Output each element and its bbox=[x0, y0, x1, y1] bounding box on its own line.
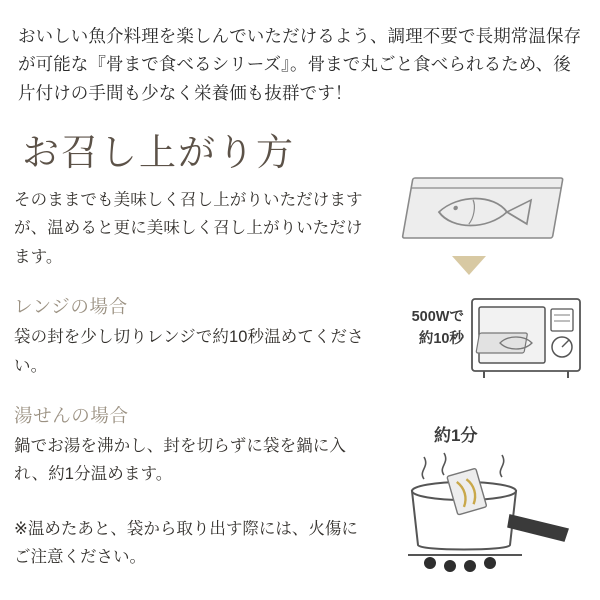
section-body-hotwater: 鍋でお湯を沸かし、封を切らずに袋を鍋に入れ、約1分温めます。 bbox=[14, 436, 346, 484]
microwave-label-line1: 500Wで bbox=[411, 309, 464, 325]
pot-icon bbox=[382, 445, 582, 575]
instructions-column bbox=[14, 186, 366, 571]
intro-paragraph: おいしい魚介料理を楽しんでいただけるよう、調理不要で長期常温保存が可能な『骨まで食べるシリーズ』。骨まで丸ごと食べられるため、後片付けの手間も少なく栄養価も抜群です！ bbox=[18, 26, 582, 103]
pouch-illustration bbox=[386, 172, 586, 250]
pot-label: 約1分 bbox=[434, 426, 478, 445]
pouch-icon bbox=[386, 172, 586, 250]
microwave-label bbox=[378, 307, 464, 351]
microwave-illustration bbox=[378, 281, 588, 393]
microwave-label-line2: 約10秒 bbox=[418, 330, 464, 347]
section-body-microwave: 袋の封を少し切りレンジで約10秒温めてください。 bbox=[14, 328, 364, 375]
arrow-down-icon bbox=[452, 256, 486, 275]
page-title: お召し上がり方 bbox=[22, 131, 295, 174]
pot-illustration bbox=[378, 421, 588, 571]
lead-text: そのままでも美味しく召し上がりいただけますが、温めると更に美味しく召し上がりいただけます。 bbox=[14, 191, 363, 266]
section-title-hotwater: 湯せんの場合 bbox=[14, 404, 129, 426]
caution-note: ※温めたあと、袋から取り出す際には、火傷にご注意ください。 bbox=[14, 519, 358, 566]
section-title-microwave: レンジの場合 bbox=[14, 296, 128, 318]
illustration-column bbox=[378, 172, 588, 571]
microwave-icon bbox=[466, 285, 586, 393]
